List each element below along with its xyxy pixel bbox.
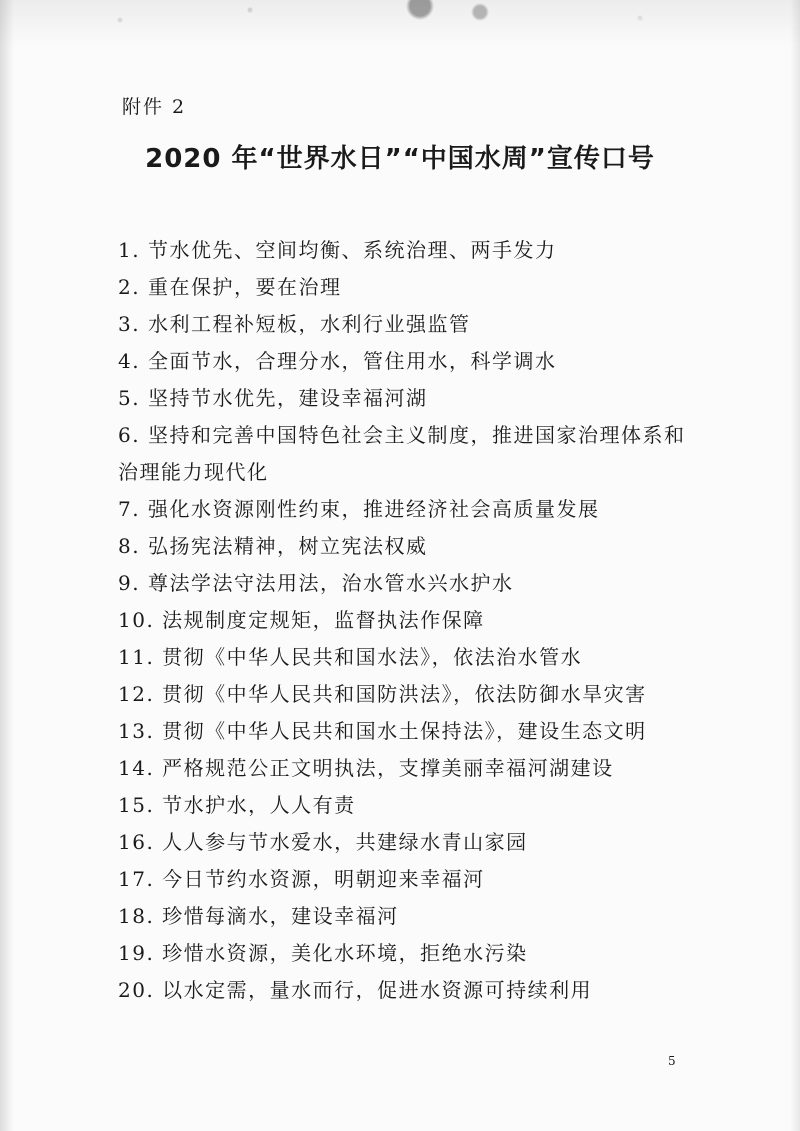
slogan-item: 14. 严格规范公正文明执法，支撑美丽幸福河湖建设: [118, 756, 614, 780]
attachment-label: 附件 2: [122, 96, 187, 118]
slogan-item: 8. 弘扬宪法精神，树立宪法权威: [118, 534, 428, 558]
scan-noise: [0, 0, 800, 48]
slogan-item: 1. 节水优先、空间均衡、系统治理、两手发力: [118, 238, 557, 262]
slogan-item: 11. 贯彻《中华人民共和国水法》，依法治水管水: [118, 645, 583, 669]
slogan-item: 12. 贯彻《中华人民共和国防洪法》，依法防御水旱灾害: [118, 682, 647, 706]
slogan-item: 16. 人人参与节水爱水，共建绿水青山家园: [118, 830, 528, 854]
slogan-item: 7. 强化水资源刚性约束，推进经济社会高质量发展: [118, 497, 600, 521]
slogan-item: 15. 节水护水，人人有责: [118, 793, 356, 817]
slogan-item: 20. 以水定需，量水而行，促进水资源可持续利用: [118, 978, 593, 1002]
slogan-item: 3. 水利工程补短板，水利行业强监管: [118, 312, 471, 336]
slogan-item: 9. 尊法学法守法用法，治水管水兴水护水: [118, 571, 514, 595]
slogan-item: 17. 今日节约水资源，明朝迎来幸福河: [118, 867, 485, 891]
slogan-list: [118, 232, 718, 1009]
slogan-item: 18. 珍惜每滴水，建设幸福河: [118, 904, 399, 928]
slogan-item: 19. 珍惜水资源，美化水环境，拒绝水污染: [118, 941, 528, 965]
slogan-item: 2. 重在保护，要在治理: [118, 275, 342, 299]
slogan-item: 13. 贯彻《中华人民共和国水土保持法》，建设生态文明: [118, 719, 647, 743]
slogan-item: 10. 法规制度定规矩，监督执法作保障: [118, 608, 485, 632]
slogan-item: 6. 坚持和完善中国特色社会主义制度，推进国家治理体系和: [118, 423, 686, 447]
slogan-item-continuation: 治理能力现代化: [118, 460, 269, 484]
slogan-item: 5. 坚持节水优先，建设幸福河湖: [118, 386, 428, 410]
page-title: 2020 年“世界水日”“中国水周”宣传口号: [145, 144, 655, 174]
slogan-item: 4. 全面节水，合理分水，管住用水，科学调水: [118, 349, 557, 373]
page-number: 5: [668, 1054, 676, 1068]
